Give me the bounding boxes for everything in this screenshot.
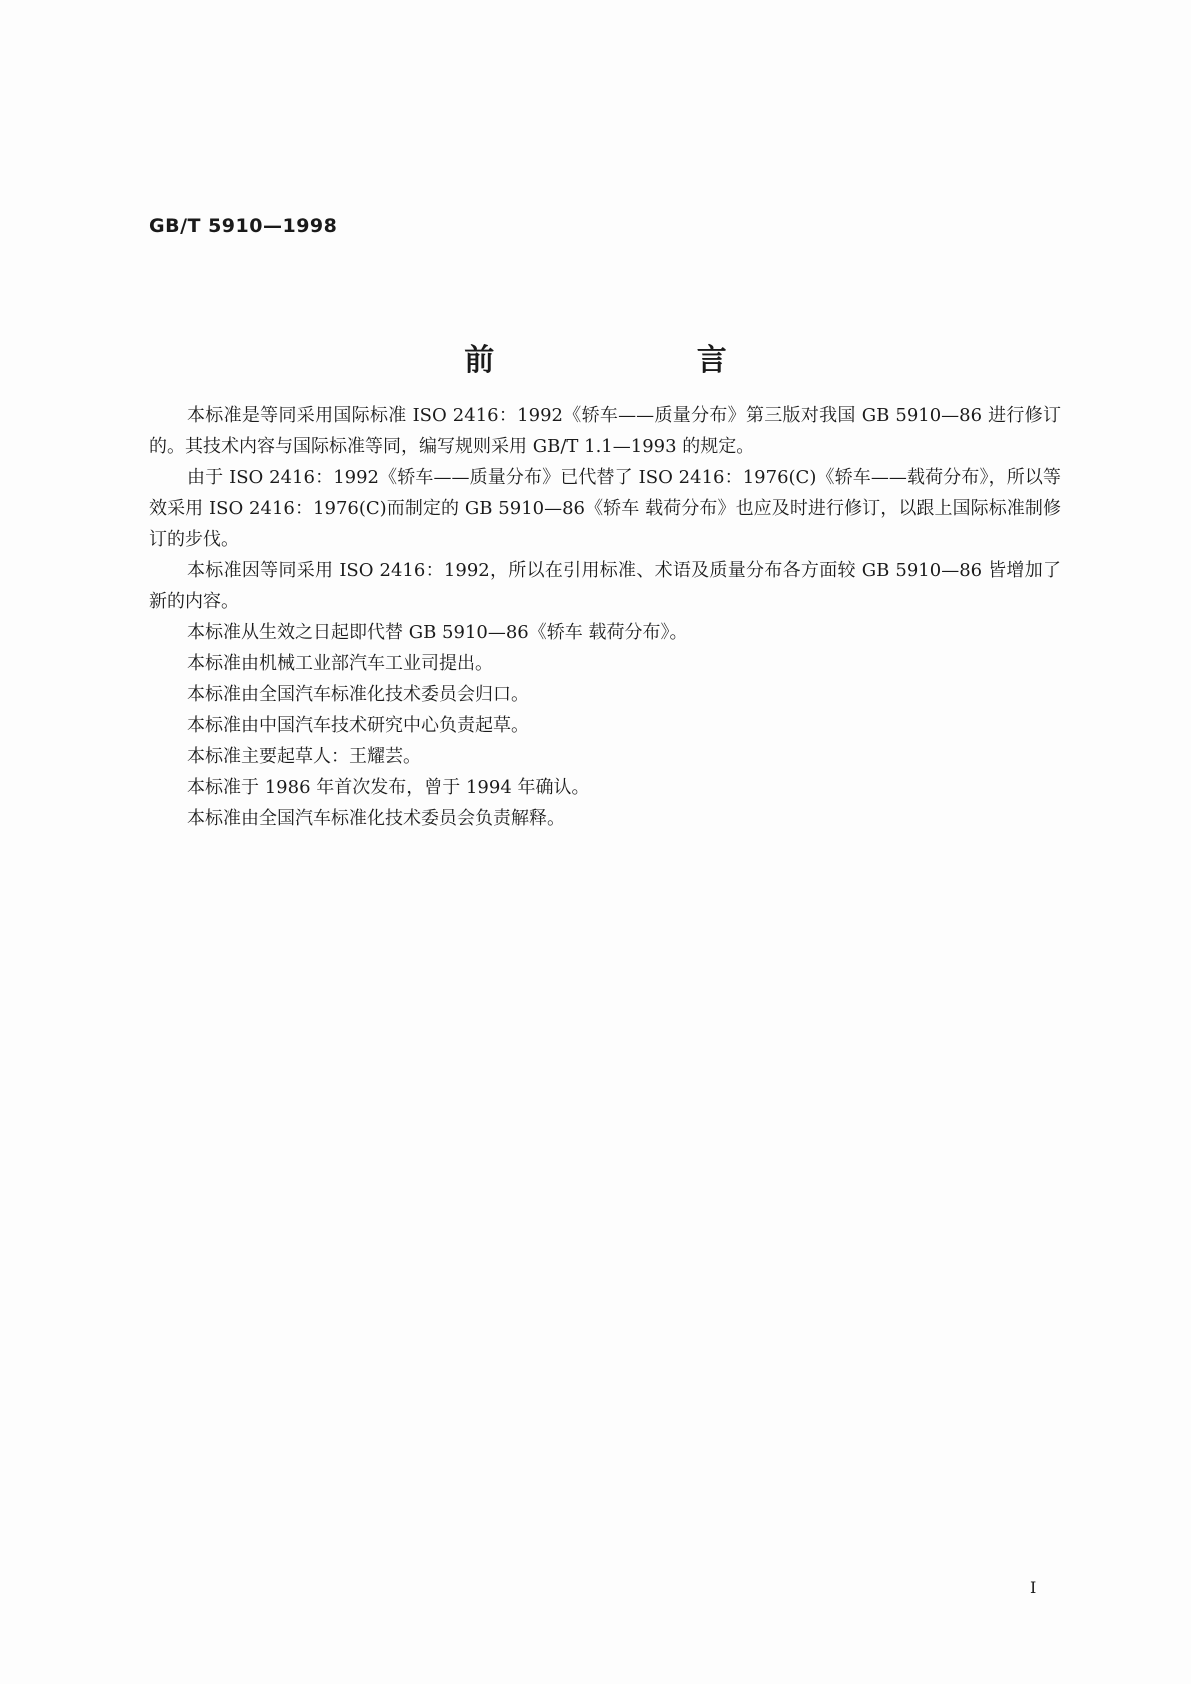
paragraph: 本标准由机械工业部汽车工业司提出。 [187, 653, 493, 674]
page-title: 前 言 [464, 343, 823, 378]
paragraph: 由于 ISO 2416：1992《轿车——质量分布》已代替了 ISO 2416：1976(C)《轿车——载荷分布》，所以等效采用 ISO 2416：1976(C)而制定的 GB 5910—86《轿车 载荷分布》也应及时进行修订，以跟上国际标准制修订的步伐。 [149, 467, 1061, 550]
paragraph: 本标准从生效之日起即代替 GB 5910—86《轿车 载荷分布》。 [187, 622, 688, 643]
foreword-body [149, 400, 1061, 834]
paragraph: 本标准主要起草人：王耀芸。 [187, 746, 421, 767]
paragraph: 本标准因等同采用 ISO 2416：1992，所以在引用标准、术语及质量分布各方面较 GB 5910—86 皆增加了新的内容。 [149, 560, 1061, 612]
paragraph: 本标准由全国汽车标准化技术委员会归口。 [187, 684, 529, 705]
paragraph: 本标准是等同采用国际标准 ISO 2416：1992《轿车——质量分布》第三版对我国 GB 5910—86 进行修订的。其技术内容与国际标准等同，编写规则采用 GB/T 1.1—1993 的规定。 [149, 405, 1061, 457]
page-number: I [1030, 1578, 1037, 1597]
paragraph: 本标准由全国汽车标准化技术委员会负责解释。 [187, 808, 565, 829]
paragraph: 本标准于 1986 年首次发布，曾于 1994 年确认。 [187, 777, 590, 798]
standard-number: GB/T 5910—1998 [149, 215, 338, 237]
paragraph: 本标准由中国汽车技术研究中心负责起草。 [187, 715, 529, 736]
